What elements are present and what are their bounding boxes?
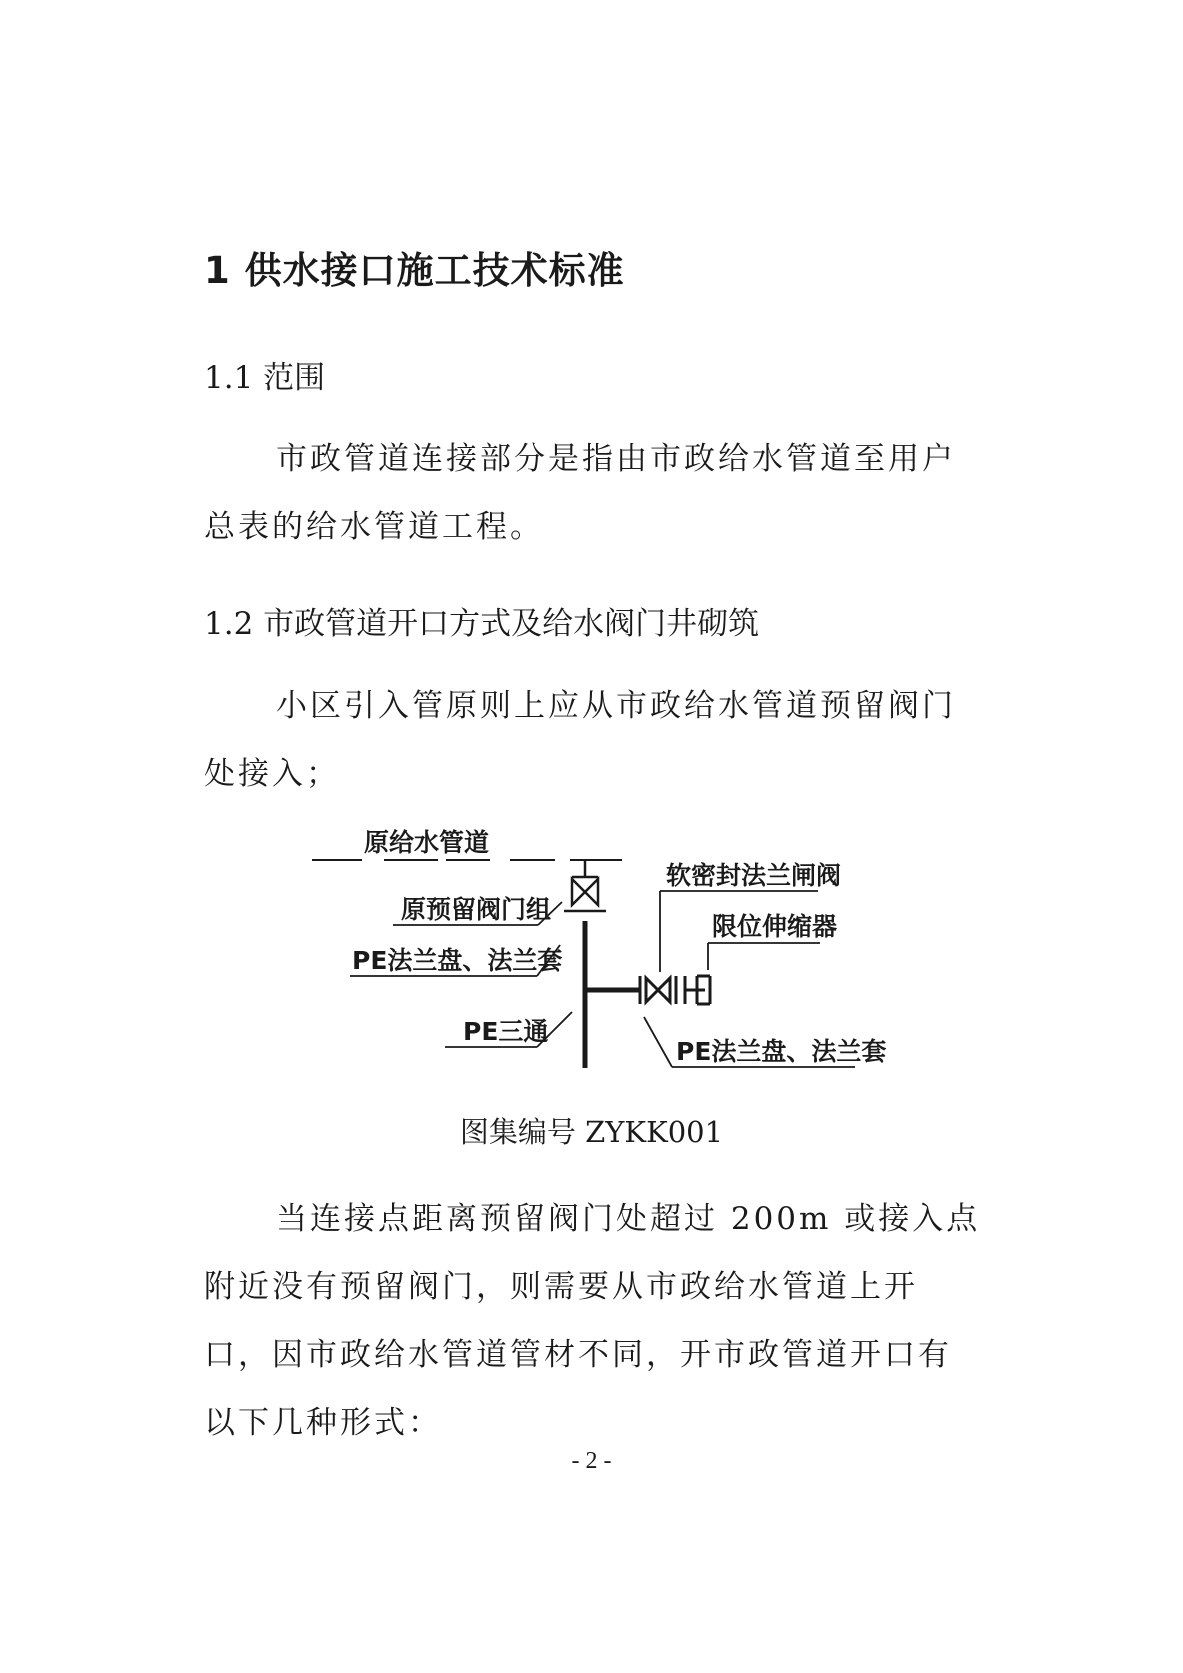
gate-valve-symbol <box>640 976 676 1004</box>
page-number: - 2 - <box>571 1448 612 1474</box>
expansion-joint-symbol <box>685 976 710 1004</box>
paragraph-connection-rule: 小区引入管原则上应从市政给水管道预留阀门处接入； <box>204 688 956 792</box>
label-main-pipe: 原给水管道 <box>364 828 490 857</box>
pe-tee-pipe <box>585 921 640 1068</box>
label-pe-tee: PE三通 <box>463 1017 549 1046</box>
section-heading: 1 供水接口施工技术标准 <box>204 249 625 292</box>
subsection-heading-1-1: 1.1 范围 <box>204 360 326 396</box>
paragraph-opening-methods: 当连接点距离预留阀门处超过 200m 或接入点附近没有预留阀门，则需要从市政给水管道上开口，因市政给水管道管材不同，开市政管道开口有以下几种形式： <box>204 1201 981 1441</box>
label-reserved-valve: 原预留阀门组 <box>401 895 552 924</box>
reserved-valve-symbol <box>564 860 606 911</box>
subsection-heading-1-2: 1.2 市政管道开口方式及给水阀门井砌筑 <box>204 606 760 642</box>
paragraph-scope: 市政管道连接部分是指由市政给水管道至用户总表的给水管道工程。 <box>204 441 956 545</box>
label-expansion-joint: 限位伸缩器 <box>712 912 838 941</box>
label-pe-flange-left: PE法兰盘、法兰套 <box>352 946 563 975</box>
label-gate-valve: 软密封法兰闸阀 <box>666 861 842 890</box>
figure-caption: 图集编号 ZYKK001 <box>459 1115 724 1149</box>
label-pe-flange-right: PE法兰盘、法兰套 <box>676 1037 887 1066</box>
